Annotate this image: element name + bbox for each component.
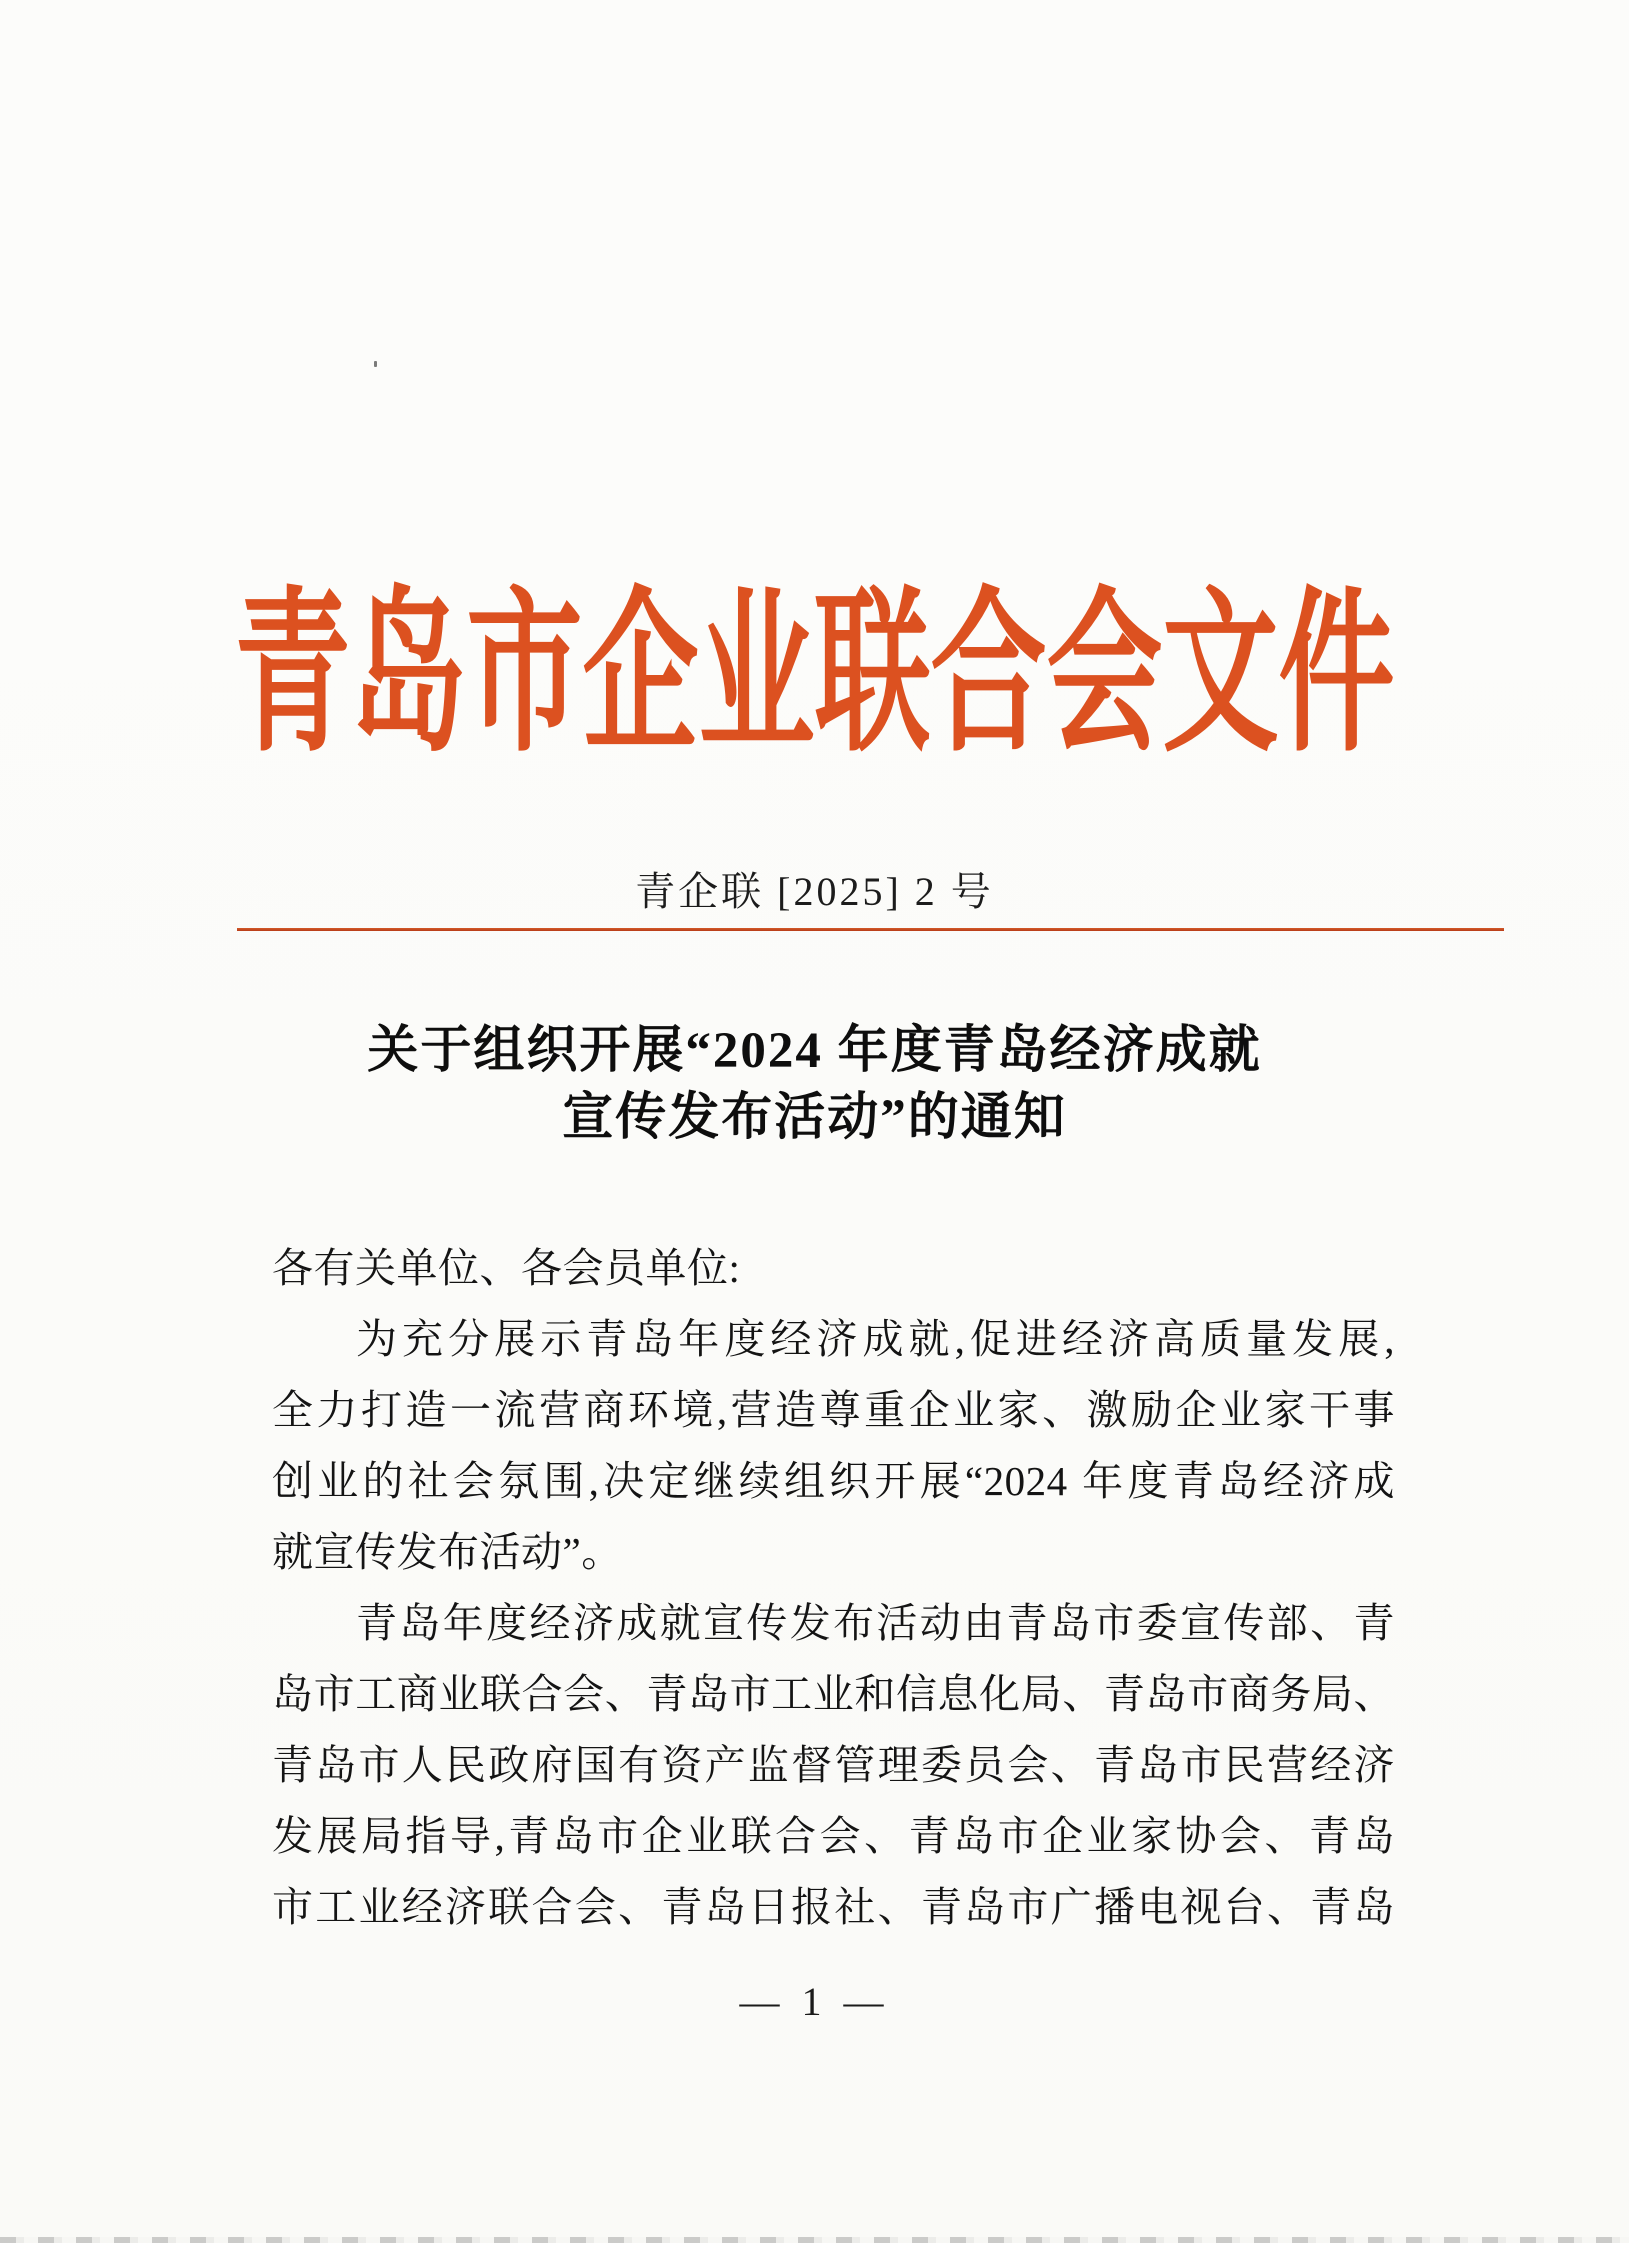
body-line: 为充分展示青岛年度经济成就,促进经济高质量发展, — [356, 1316, 1395, 1362]
red-divider-line — [237, 928, 1504, 931]
page-number: — 1 — — [739, 1979, 890, 2024]
body-line: 青岛年度经济成就宣传发布活动由青岛市委宣传部、青 — [356, 1600, 1395, 1646]
document-banner-title: 青岛市企业联合会文件 — [234, 579, 1395, 774]
body-line: 发展局指导,青岛市企业联合会、青岛市企业家协会、青岛 — [272, 1813, 1395, 1859]
body-line: 创业的社会氛围,决定继续组织开展“2024 年度青岛经济成 — [272, 1458, 1395, 1504]
body-line: 就宣传发布活动”。 — [272, 1529, 623, 1575]
document-number: 青企联 [2025] 2 号 — [635, 869, 994, 914]
body-line: 岛市工商业联合会、青岛市工业和信息化局、青岛市商务局、 — [272, 1671, 1395, 1717]
notice-title-line-1: 关于组织开展“2024 年度青岛经济成就 — [367, 1023, 1262, 1079]
scan-edge-artifact — [0, 2237, 1629, 2243]
scan-speck — [374, 361, 377, 367]
notice-title-line-2: 宣传发布活动”的通知 — [562, 1090, 1067, 1146]
body-line: 市工业经济联合会、青岛日报社、青岛市广播电视台、青岛 — [272, 1884, 1395, 1930]
body-line-salutation: 各有关单位、各会员单位: — [272, 1245, 741, 1291]
notice-body — [272, 1233, 1395, 1943]
body-line: 青岛市人民政府国有资产监督管理委员会、青岛市民营经济 — [272, 1742, 1395, 1788]
body-line: 全力打造一流营商环境,营造尊重企业家、激励企业家干事 — [272, 1387, 1395, 1433]
notice-title — [0, 1018, 1629, 1152]
